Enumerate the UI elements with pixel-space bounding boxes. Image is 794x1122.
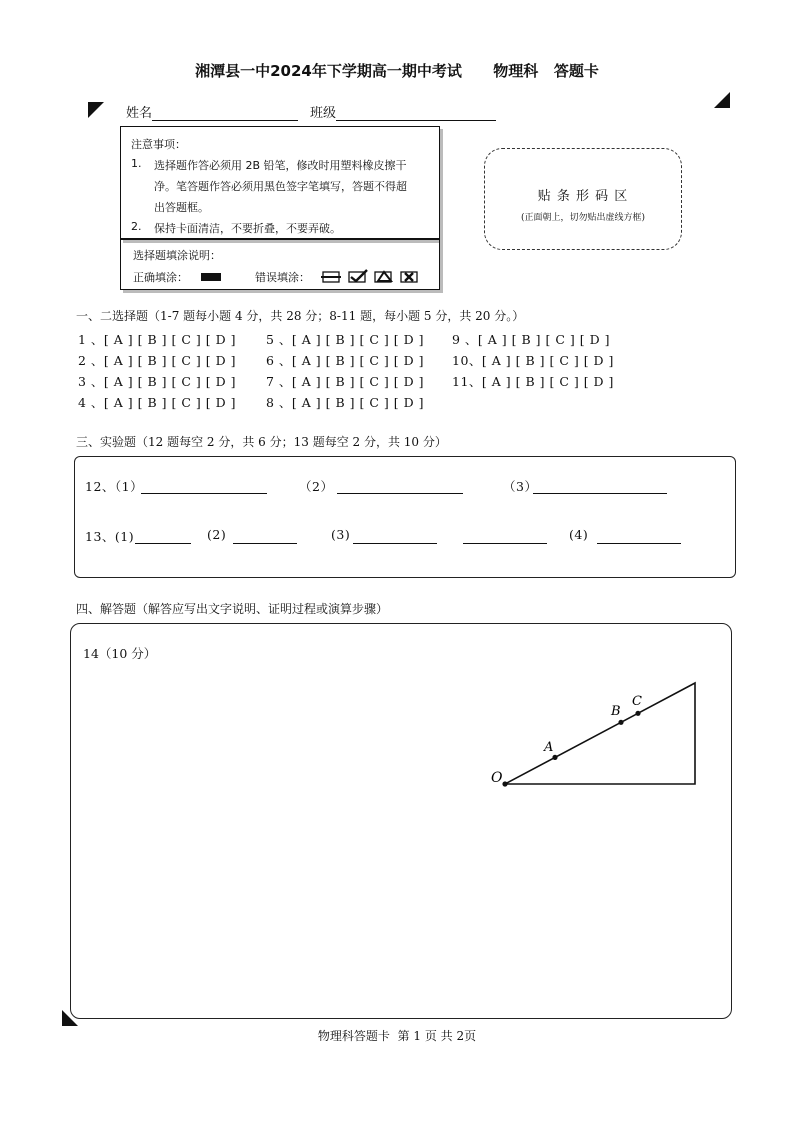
footer-total-prefix: 共 [440, 1029, 453, 1043]
wrong-fill-check-icon [349, 270, 367, 282]
q12-blank-2[interactable] [337, 479, 463, 494]
name-label: 姓名 [126, 106, 153, 121]
q12-row [85, 477, 143, 495]
choice-question-11[interactable]: 11、[ A ] [ B ] [ C ] [ D ] [452, 374, 614, 389]
choice-question-7[interactable]: 7 、[ A ] [ B ] [ C ] [ D ] [266, 374, 424, 389]
label-c: C [632, 694, 642, 709]
class-label: 班级 [310, 106, 337, 121]
section4-heading: 四、解答题（解答应写出文字说明、证明过程或演算步骤） [76, 602, 389, 616]
notice-box [120, 126, 440, 240]
class-underline[interactable] [336, 106, 496, 121]
choice-question-8[interactable]: 8 、[ A ] [ B ] [ C ] [ D ] [266, 395, 424, 410]
page-footer [0, 1027, 794, 1044]
q13-part3-label: (3) [331, 527, 351, 542]
choice-question-1[interactable]: 1 、[ A ] [ B ] [ C ] [ D ] [78, 332, 236, 347]
corner-marker-top-left [88, 102, 104, 118]
exam-title [0, 60, 794, 81]
label-b: B [611, 704, 621, 719]
footer-total-suffix: 页 [464, 1029, 477, 1043]
q12-part3-label: （3） [503, 479, 538, 494]
q12-part1-label: （1） [114, 479, 144, 494]
q13-label: 13、 [85, 529, 115, 544]
point-c-dot [635, 711, 640, 716]
point-o-dot [502, 781, 507, 786]
choice-question-3[interactable]: 3 、[ A ] [ B ] [ C ] [ D ] [78, 374, 236, 389]
footer-page-mid: 页 [424, 1029, 437, 1043]
footer-page-prefix: 第 [397, 1029, 410, 1043]
notice-item-1-num: 1. [131, 157, 142, 170]
notice-item-2-line-1: 保持卡面清洁，不要折叠，不要弄破。 [154, 222, 341, 235]
name-field[interactable] [126, 102, 298, 121]
q13-part2-label: (2) [207, 527, 227, 542]
choice-question-2[interactable]: 2 、[ A ] [ B ] [ C ] [ D ] [78, 353, 236, 368]
section3-heading: 三、实验题（12 题每空 2 分，共 6 分；13 题每空 2 分，共 10 分） [76, 435, 447, 449]
notice-item-2-num: 2. [131, 220, 142, 233]
corner-marker-top-right [714, 92, 730, 108]
q13-part1-label: (1) [114, 529, 135, 544]
point-b-dot [618, 720, 623, 725]
name-underline[interactable] [152, 106, 298, 121]
wrong-fill-label: 错误填涂： [255, 271, 310, 284]
title-school: 湘潭县一中2024年下学期高一期中考试 [195, 62, 462, 80]
footer-total-pages: 2 [456, 1029, 465, 1043]
incline-figure [487, 676, 707, 796]
q12-part2-label: （2） [299, 479, 334, 494]
q13-part4-label: (4) [569, 527, 589, 542]
label-o: O [491, 770, 503, 786]
point-a-dot [552, 755, 557, 760]
choice-question-4[interactable]: 4 、[ A ] [ B ] [ C ] [ D ] [78, 395, 236, 410]
fill-guide-box [120, 238, 440, 290]
fill-guide-heading: 选择题填涂说明： [133, 249, 221, 262]
wrong-fill-circle-icon [375, 272, 391, 282]
q13-blank-4[interactable] [597, 529, 681, 544]
choice-question-9[interactable]: 9 、[ A ] [ B ] [ C ] [ D ] [452, 332, 610, 347]
wrong-fill-cross-icon [401, 272, 417, 282]
class-field[interactable] [310, 102, 496, 121]
correct-fill-sample [201, 273, 221, 281]
q12-blank-3[interactable] [533, 479, 667, 494]
barcode-title: 贴 条 形 码 区 [537, 189, 629, 204]
notice-item-1-line-2: 净。笔答题作答必须用黑色签字笔填写，答题不得超 [154, 180, 407, 193]
q13-blank-1[interactable] [135, 529, 191, 544]
footer-page-number: 1 [413, 1029, 421, 1043]
wrong-fill-strike-icon [321, 272, 341, 282]
title-subject: 物理科 [493, 62, 539, 80]
choice-question-10[interactable]: 10、[ A ] [ B ] [ C ] [ D ] [452, 353, 614, 368]
experiment-answer-box [74, 456, 736, 578]
q13-blank-2[interactable] [233, 529, 297, 544]
section1-heading: 一、二选择题（1-7 题每小题 4 分，共 28 分；8-11 题，每小题 5 分，共 20 分。） [76, 309, 525, 323]
label-a: A [544, 740, 554, 755]
correct-fill-label: 正确填涂： [133, 271, 188, 284]
q12-label: 12、 [85, 479, 115, 494]
q14-label: 14（10 分） [83, 646, 157, 661]
choice-question-6[interactable]: 6 、[ A ] [ B ] [ C ] [ D ] [266, 353, 424, 368]
choice-question-5[interactable]: 5 、[ A ] [ B ] [ C ] [ D ] [266, 332, 424, 347]
q13-blank-3b[interactable] [463, 529, 547, 544]
title-card: 答题卡 [553, 62, 599, 80]
notice-heading: 注意事项： [131, 138, 186, 151]
q13-blank-3a[interactable] [353, 529, 437, 544]
wrong-fill-samples [321, 269, 425, 285]
q12-blank-1[interactable] [141, 479, 267, 494]
barcode-area [484, 148, 682, 250]
notice-item-1-line-1: 选择题作答必须用 2B 铅笔，修改时用塑料橡皮擦干 [154, 159, 407, 172]
notice-item-1-line-3: 出答题框。 [154, 201, 209, 214]
incline-triangle [505, 683, 695, 784]
solution-answer-box[interactable] [70, 623, 732, 1019]
q13-row [85, 527, 134, 545]
footer-text: 物理科答题卡 [317, 1029, 390, 1043]
barcode-note: (正面朝上，切勿贴出虚线方框) [520, 213, 646, 223]
